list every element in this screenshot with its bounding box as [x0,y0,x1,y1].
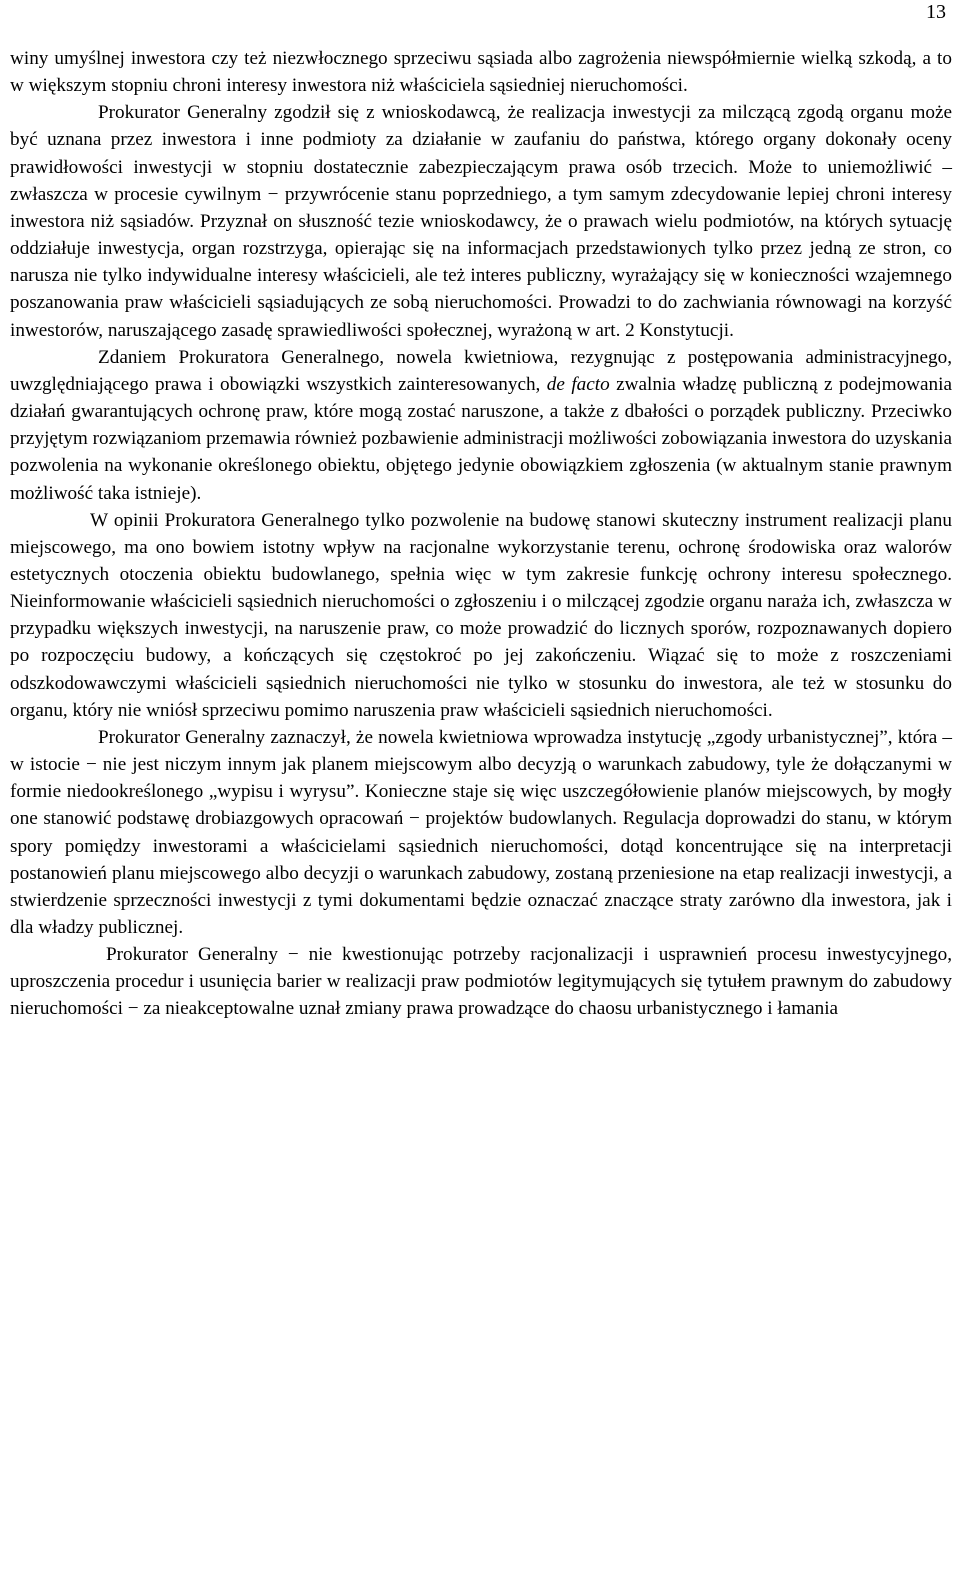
paragraph-3 [10,344,952,507]
paragraph-2: Prokurator Generalny zgodził się z wnioskodawcą, że realizacja inwestycji za milczącą zgodą organu może być uznana przez inwestora i inne podmioty za działanie w zaufaniu do państwa, którego organy dokonały oceny prawidłowości inwestycji w stopniu dostatecznie zabezpieczającym prawa osób trzecich. Może to uniemożliwić – zwłaszcza w procesie cywilnym − przywrócenie stanu poprzedniego, a tym samym zdecydowanie lepiej chroni interesy inwestora niż sąsiadów. Przyznał on słuszność tezie wnioskodawcy, że o prawach wielu podmiotów, na których sytuację oddziałuje inwestycja, organ rozstrzyga, opierając się na informacjach przedstawionych tylko przez jedną ze stron, co narusza nie tylko indywidualne interesy właścicieli, ale też interes publiczny, wyrażający się w konieczności wzajemnego poszanowania praw właścicieli sąsiadujących ze sobą nieruchomości. Prowadzi to do zachwiania równowagi na korzyść inwestorów, naruszającego zasadę sprawiedliwości społecznej, wyrażoną w art. 2 Konstytucji. [10,102,952,341]
paragraph-3-italic-term: de facto [546,373,610,395]
paragraph-6: Prokurator Generalny − nie kwestionując potrzeby racjonalizacji i usprawnień procesu inwestycyjnego, uproszczenia procedur i usunięcia barier w realizacji praw podmiotów legitymujących się tytułem prawnym do zabudowy nieruchomości − za nieakceptowalne uznał zmiany prawa prowadzące do chaosu urbanistycznego i łamania [10,944,952,1020]
page-number: 13 [926,1,946,23]
paragraph-3-text-b: zwalnia władzę publiczną z podejmowania działań gwarantujących ochronę praw, które mogą zostać naruszone, a także z dbałości o porządek publiczny. Przeciwko przyjętym rozwiązaniom przemawia również pozbawienie administracji możliwości zobowiązania inwestora do uzyskania pozwolenia na wykonanie określonego obiektu, objętego jedynie obowiązkiem zgłoszenia (w aktualnym stanie prawnym możliwość taka istnieje). [10,373,952,504]
paragraph-5: Prokurator Generalny zaznaczył, że nowela kwietniowa wprowadza instytucję „zgody urbanistycznej”, która – w istocie − nie jest niczym innym jak planem miejscowym albo decyzją o warunkach zabudowy, tyle że dołączanymi w formie niedookreślonego „wypisu i wyrysu”. Konieczne staje się więc uszczegółowienie planów miejscowych, by mogły one stanowić podstawę drobiazgowych opracowań − projektów budowlanych. Regulacja doprowadzi do stanu, w którym spory pomiędzy inwestorami a właścicielami sąsiednich nieruchomości, dotąd koncentrujące się na interpretacji postanowień planu miejscowego albo decyzji o warunkach zabudowy, zostaną przeniesione na etap realizacji inwestycji, a stwierdzenie sprzeczności inwestycji z tymi dokumentami będzie oznaczać znaczące straty zarówno dla inwestora, jak i dla władzy publicznej. [10,726,952,938]
paragraph-1: winy umyślnej inwestora czy też niezwłocznego sprzeciwu sąsiada albo zagrożenia niewspółmiernie wielką szkodą, a to w większym stopniu chroni interesy inwestora niż właściciela sąsiedniej nieruchomości. [10,48,952,97]
paragraph-4: W opinii Prokuratora Generalnego tylko pozwolenie na budowę stanowi skuteczny instrument realizacji planu miejscowego, ma ono bowiem istotny wpływ na racjonalne wykorzystanie terenu, ochronę środowiska oraz walorów estetycznych otoczenia obiektu budowlanego, spełnia więc w tym zakresie funkcję ochrony interesu społecznego. Nieinformowanie właścicieli sąsiednich nieruchomości o zgłoszeniu i o milczącej zgodzie organu naraża ich, zwłaszcza w przypadku większych inwestycji, na naruszenie praw, co może prowadzić do licznych sporów, rozpoznawanych dopiero po rozpoczęciu budowy, a kończących się częstokroć po jej zakończeniu. Wiązać się to może z roszczeniami odszkodowawczymi właścicieli sąsiednich nieruchomości nie tylko w stosunku do inwestora, ale też w stosunku do organu, który nie wniósł sprzeciwu pomimo naruszenia praw właścicieli sąsiednich nieruchomości. [10,509,952,721]
document-body [10,45,952,1023]
paragraph-3-text-a: Zdaniem Prokuratora Generalnego, nowela kwietniowa, rezygnując z postępowania administracyjnego, uwzględniającego prawa i obowiązki wszystkich zainteresowanych, [10,346,952,395]
